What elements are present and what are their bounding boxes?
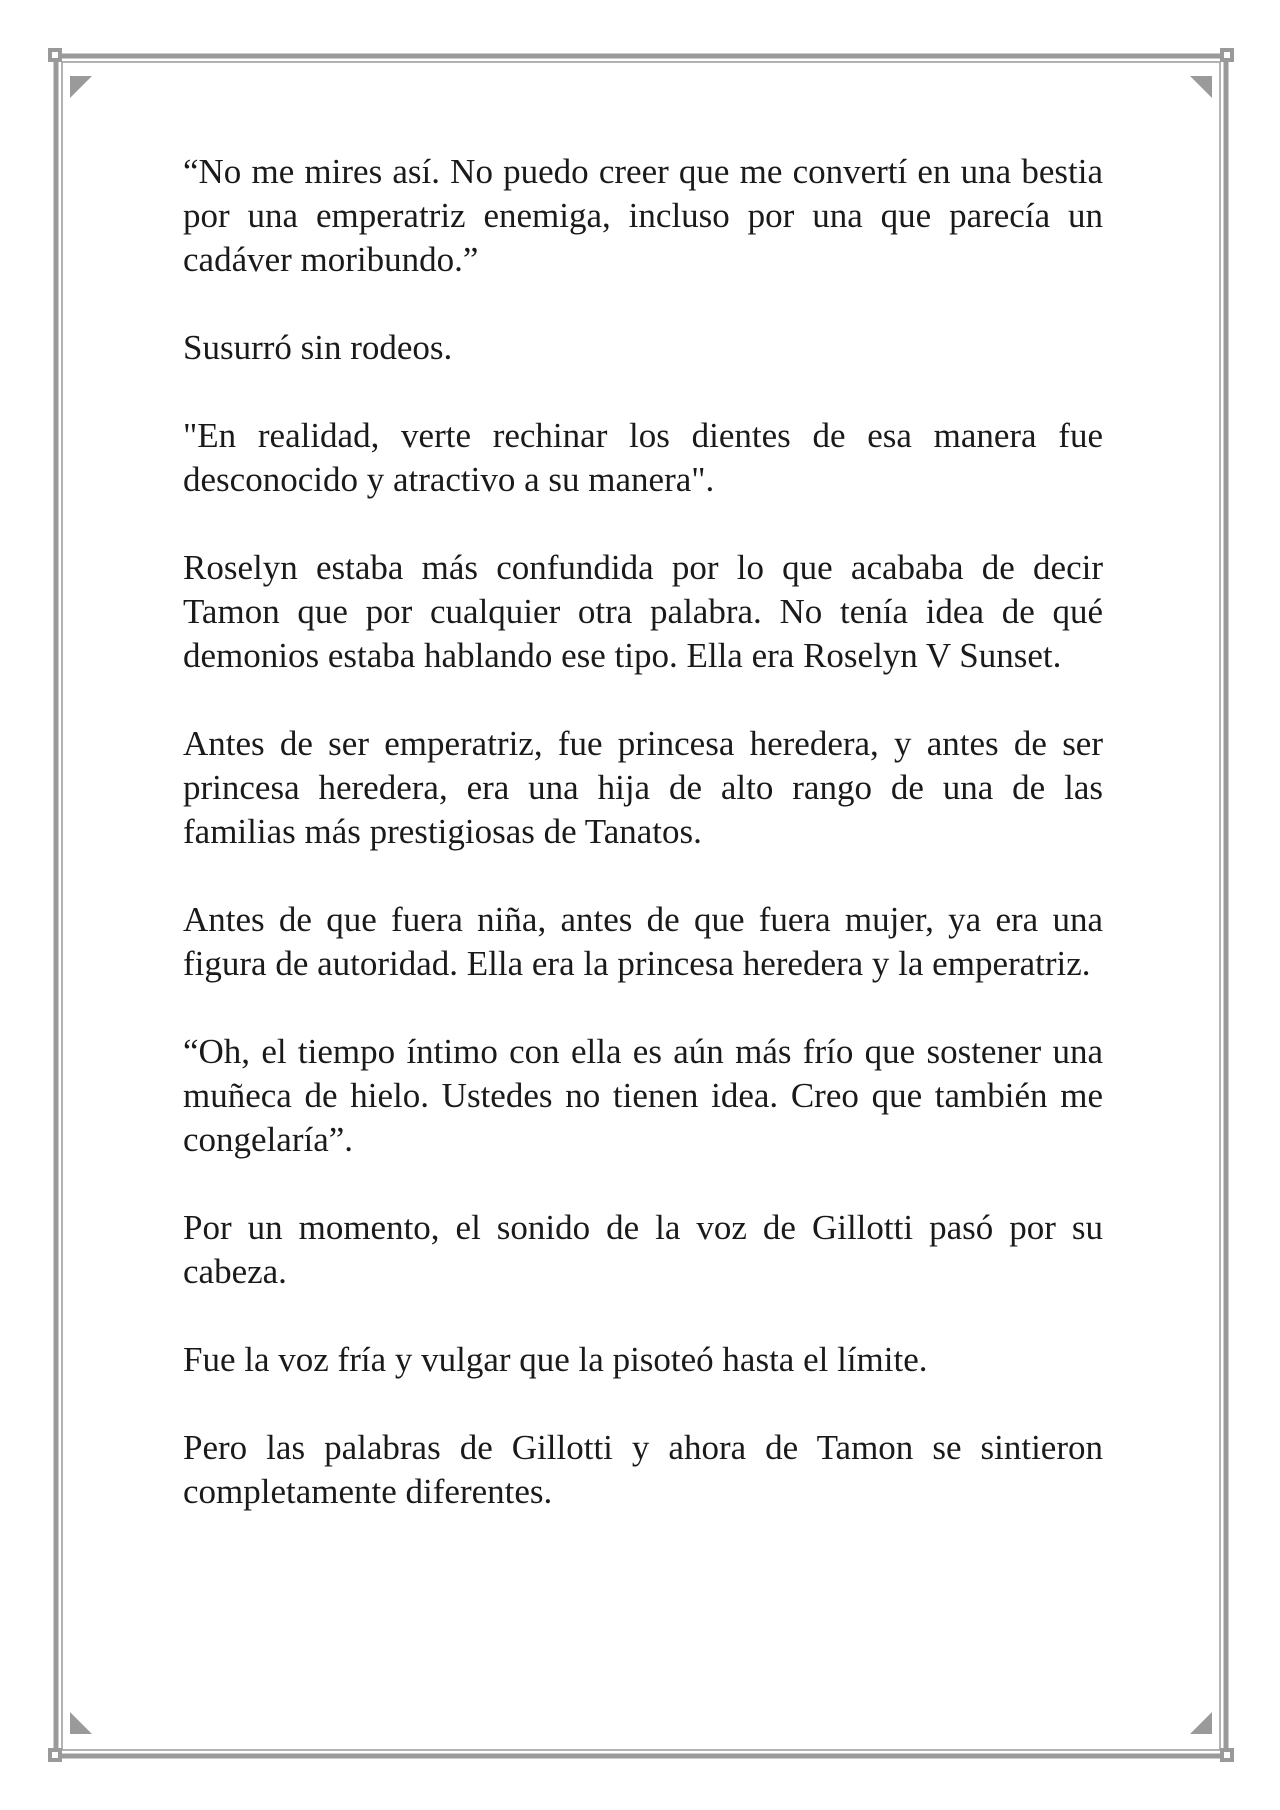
- paragraph: “No me mires así. No puedo creer que me convertí en una bestia por una emperatriz enemiga, incluso por una que parecía un cadáver moribundo.”: [183, 152, 1103, 279]
- paragraph: Por un momento, el sonido de la voz de Gillotti pasó por su cabeza.: [183, 1208, 1103, 1291]
- paragraph: Antes de que fuera niña, antes de que fuera mujer, ya era una figura de autoridad. Ella era la princesa heredera y la emperatriz.: [183, 900, 1103, 983]
- paragraph: Antes de ser emperatriz, fue princesa heredera, y antes de ser princesa heredera, era una hija de alto rango de una de las familias más prestigiosas de Tanatos.: [183, 724, 1103, 851]
- paragraph: Roselyn estaba más confundida por lo que acababa de decir Tamon que por cualquier otra palabra. No tenía idea de qué demonios estaba hablando ese tipo. Ella era Roselyn V Sunset.: [183, 548, 1103, 675]
- paragraph: Fue la voz fría y vulgar que la pisoteó hasta el límite.: [183, 1340, 928, 1379]
- paragraph: Susurró sin rodeos.: [183, 328, 453, 367]
- paragraph: "En realidad, verte rechinar los dientes de esa manera fue desconocido y atractivo a su manera".: [183, 416, 1103, 499]
- paragraph: Pero las palabras de Gillotti y ahora de Tamon se sintieron completamente diferentes.: [183, 1428, 1103, 1511]
- paragraph: “Oh, el tiempo íntimo con ella es aún más frío que sostener una muñeca de hielo. Ustedes no tienen idea. Creo que también me congelaría”.: [183, 1032, 1103, 1159]
- document-body: [183, 150, 1103, 1514]
